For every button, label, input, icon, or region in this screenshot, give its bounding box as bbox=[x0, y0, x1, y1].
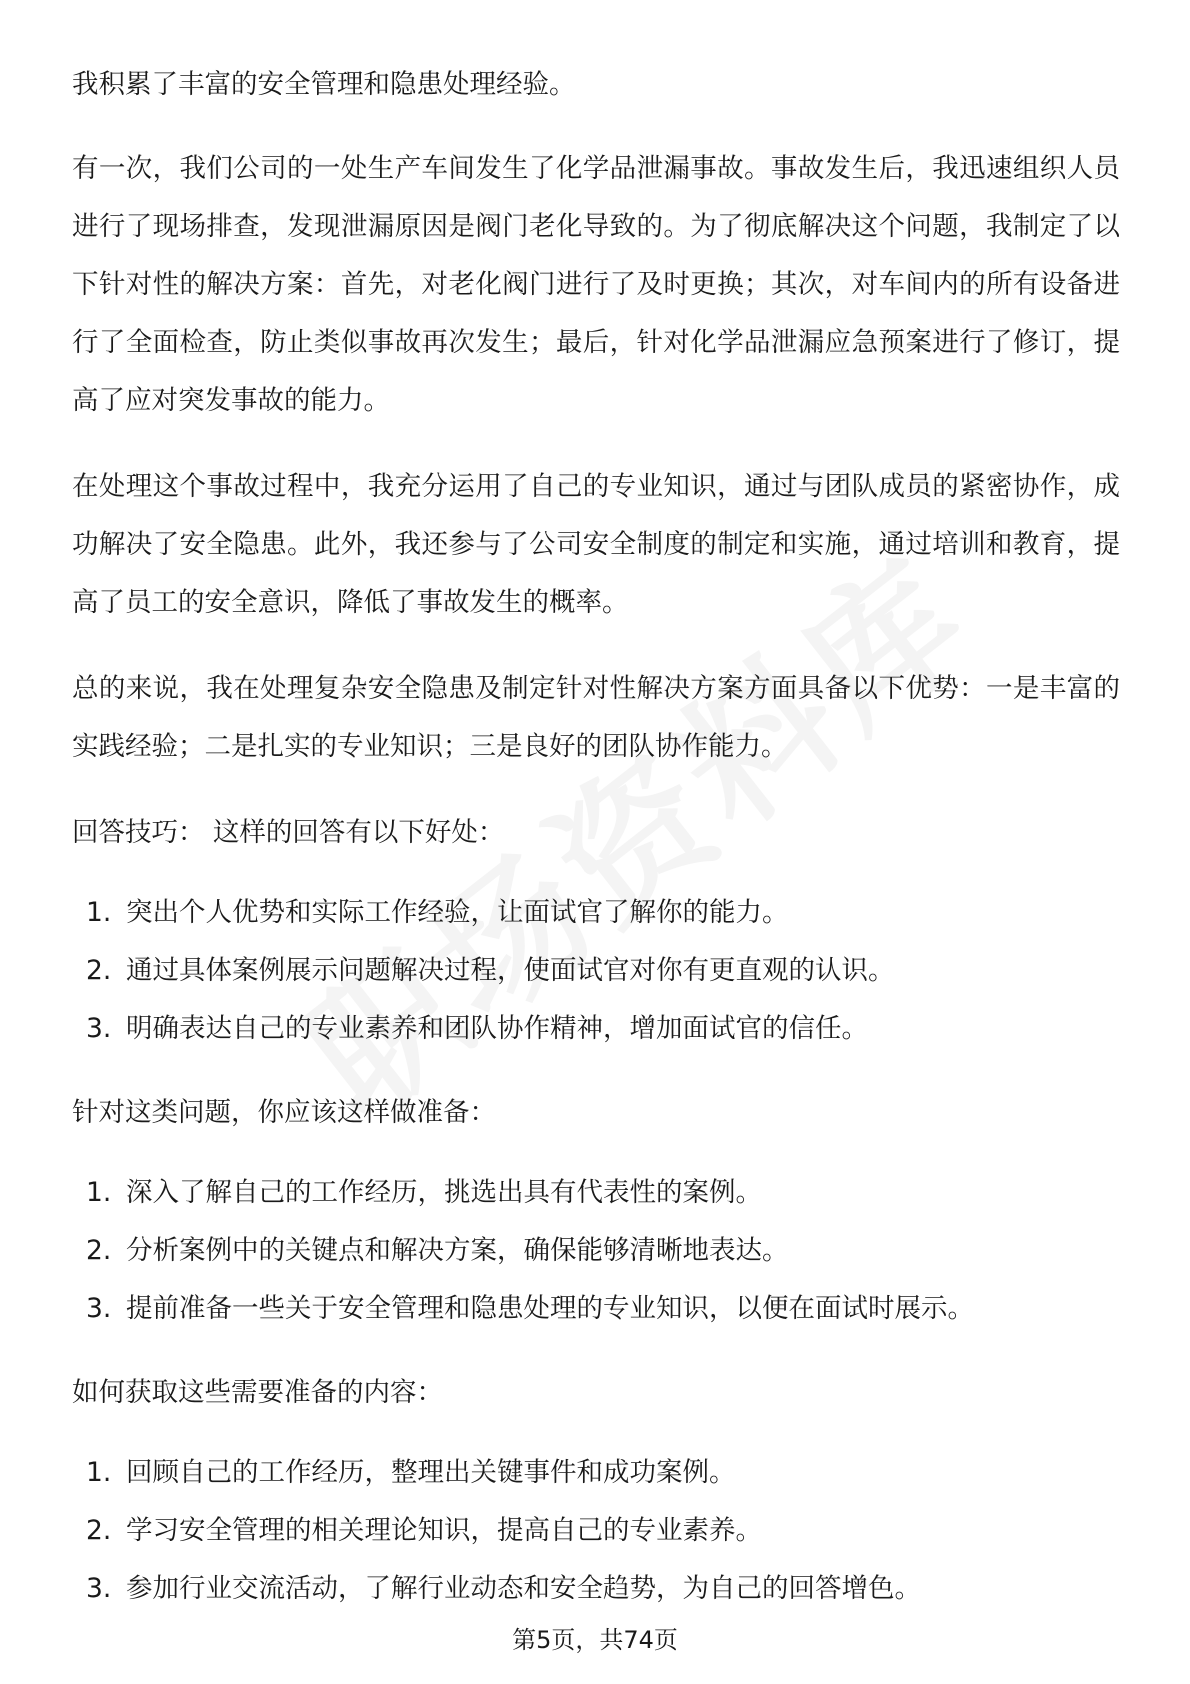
paragraph-process: 在处理这个事故过程中，我充分运用了自己的专业知识，通过与团队成员的紧密协作，成功解决了安全隐患。此外，我还参与了公司安全制度的制定和实施，通过培训和教育，提高了员工的安全意识，降低了事故发生的概率。 bbox=[72, 471, 1120, 618]
list-number: 1. bbox=[86, 1177, 112, 1208]
list-text: 深入了解自己的工作经历，挑选出具有代表性的案例。 bbox=[126, 1177, 762, 1208]
tips-list bbox=[72, 884, 1120, 1058]
list-number: 3. bbox=[86, 1293, 112, 1324]
list-text: 通过具体案例展示问题解决过程，使面试官对你有更直观的认识。 bbox=[126, 955, 895, 986]
list-text: 分析案例中的关键点和解决方案，确保能够清晰地表达。 bbox=[126, 1235, 789, 1266]
list-number: 1. bbox=[86, 897, 112, 928]
list-text: 回顾自己的工作经历，整理出关键事件和成功案例。 bbox=[126, 1457, 736, 1488]
prepare-heading: 针对这类问题，你应该这样做准备： bbox=[72, 1097, 496, 1128]
paragraph-intro: 我积累了丰富的安全管理和隐患处理经验。 bbox=[72, 69, 576, 100]
tips-heading: 回答技巧： 这样的回答有以下好处： bbox=[72, 817, 505, 848]
list-item bbox=[72, 1222, 1120, 1280]
list-text: 参加行业交流活动，了解行业动态和安全趋势，为自己的回答增色。 bbox=[126, 1573, 921, 1604]
list-number: 1. bbox=[86, 1457, 112, 1488]
list-text: 提前准备一些关于安全管理和隐患处理的专业知识，以便在面试时展示。 bbox=[126, 1293, 974, 1324]
list-text: 学习安全管理的相关理论知识，提高自己的专业素养。 bbox=[126, 1515, 762, 1546]
list-item bbox=[72, 1164, 1120, 1222]
page-number: 第5页，共74页 bbox=[512, 1626, 678, 1654]
list-number: 3. bbox=[86, 1573, 112, 1604]
list-item bbox=[72, 1502, 1120, 1560]
list-text: 明确表达自己的专业素养和团队协作精神，增加面试官的信任。 bbox=[126, 1013, 868, 1044]
list-number: 2. bbox=[86, 1515, 112, 1546]
list-text: 突出个人优势和实际工作经验，让面试官了解你的能力。 bbox=[126, 897, 789, 928]
paragraph-incident: 有一次，我们公司的一处生产车间发生了化学品泄漏事故。事故发生后，我迅速组织人员进行了现场排查，发现泄漏原因是阀门老化导致的。为了彻底解决这个问题，我制定了以下针对性的解决方案：首先，对老化阀门进行了及时更换；其次，对车间内的所有设备进行了全面检查，防止类似事故再次发生；最后，针对化学品泄漏应急预案进行了修订，提高了应对突发事故的能力。 bbox=[72, 153, 1120, 416]
obtain-list bbox=[72, 1444, 1120, 1618]
list-item bbox=[72, 1000, 1120, 1058]
document-body bbox=[72, 56, 1120, 1644]
list-number: 2. bbox=[86, 955, 112, 986]
list-item bbox=[72, 942, 1120, 1000]
list-item bbox=[72, 1560, 1120, 1618]
list-number: 2. bbox=[86, 1235, 112, 1266]
obtain-heading: 如何获取这些需要准备的内容： bbox=[72, 1377, 443, 1408]
paragraph-summary: 总的来说，我在处理复杂安全隐患及制定针对性解决方案方面具备以下优势：一是丰富的实践经验；二是扎实的专业知识；三是良好的团队协作能力。 bbox=[72, 673, 1120, 762]
prepare-list bbox=[72, 1164, 1120, 1338]
list-number: 3. bbox=[86, 1013, 112, 1044]
list-item bbox=[72, 884, 1120, 942]
list-item bbox=[72, 1444, 1120, 1502]
list-item bbox=[72, 1280, 1120, 1338]
